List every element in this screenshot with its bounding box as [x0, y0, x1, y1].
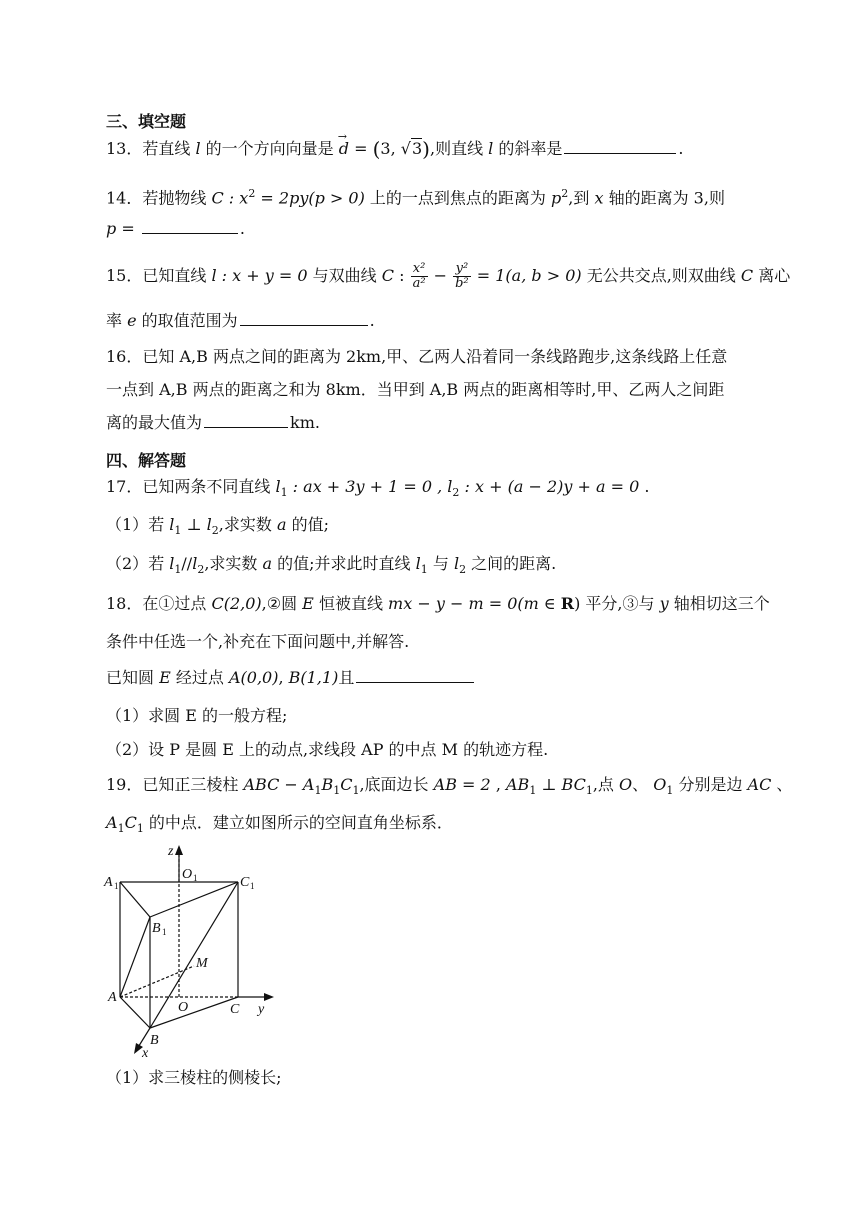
- edge-A1B1: [120, 882, 150, 917]
- edge-BC: [150, 997, 238, 1028]
- answer-blank-16[interactable]: [204, 413, 288, 428]
- question-17: 17．已知两条不同直线 $l_1$ : ax + 3y + 1 = 0 , $l_2$ : x + (a − 2)y + a = 0 .: [106, 477, 650, 500]
- question-18-part1: （1）求圆 E 的一般方程;: [106, 706, 288, 725]
- label-C1: C: [240, 875, 250, 890]
- answer-blank-18[interactable]: [356, 668, 474, 683]
- question-16-line3: 离的最大值为 km.: [106, 413, 320, 432]
- label-B: B: [150, 1033, 159, 1048]
- label-x: x: [142, 1046, 149, 1060]
- question-18: 18．在①过点 C(2,0),②圆 E 恒被直线 mx − y − m = 0(m ∈ R) 平分,③与 y 轴相切这三个: [106, 594, 770, 613]
- question-17-part1: （1）若 $l_1$ ⊥ $l_2$,求实数 a 的值;: [106, 515, 329, 538]
- question-16: 16．已知 A,B 两点之间的距离为 2km,甲、乙两人沿着同一条线路跑步,这条线路上任意: [106, 347, 728, 366]
- edge-B1C1: [150, 882, 238, 917]
- label-C: C: [230, 1002, 240, 1017]
- question-16-line2: 一点到 A,B 两点的距离之和为 8km．当甲到 A,B 两点的距离相等时,甲、乙两人之间距: [106, 380, 725, 399]
- z-axis-arrow: [175, 845, 183, 855]
- question-19-line2: $A_1C_1$ 的中点．建立如图所示的空间直角坐标系．: [106, 813, 453, 836]
- label-M: M: [196, 956, 208, 971]
- label-O: O: [178, 1000, 189, 1015]
- label-B1-sub: 1: [162, 927, 167, 937]
- question-17-part2: （2）若 $l_1//l_2$,求实数 a 的值;并求此时直线 $l_1$ 与 $l_2$ 之间的距离.: [106, 554, 557, 577]
- question-14: 14．若抛物线 C : $x^2 = 2py(p > 0)$ 上的一点到焦点的距离为 $p^2$,到 x 轴的距离为 3,则: [106, 187, 725, 208]
- answer-blank-13[interactable]: [564, 139, 676, 154]
- question-14-line2: p = .: [106, 219, 245, 238]
- label-C1-sub: 1: [250, 881, 255, 891]
- answer-blank-15[interactable]: [240, 311, 368, 326]
- section-heading-fill-blank: 三、填空题: [106, 112, 187, 131]
- y-axis-arrow: [264, 993, 274, 1001]
- label-O1: O: [182, 867, 193, 882]
- question-18-part2: （2）设 P 是圆 E 上的动点,求线段 AP 的中点 M 的轨迹方程.: [106, 740, 549, 759]
- label-A1: A: [104, 875, 113, 890]
- label-y: y: [258, 1002, 265, 1017]
- diag-BC1: [150, 882, 238, 1028]
- label-A1-sub: 1: [114, 881, 119, 891]
- question-18-line2: 条件中任选一个,补充在下面问题中,并解答.: [106, 632, 410, 651]
- question-18-line3: 已知圆 E 经过点 A(0,0), B(1,1)且: [106, 667, 476, 689]
- section-heading-solve: 四、解答题: [106, 451, 187, 470]
- question-19-part1: （1）求三棱柱的侧棱长;: [106, 1068, 282, 1087]
- prism-coordinate-figure: [98, 842, 288, 1060]
- edge-AB: [120, 997, 150, 1028]
- question-19: 19．已知正三棱柱 ABC − $A_1B_1C_1$,底面边长 AB = 2 , $AB_1$ ⊥ $BC_1$,点 O、 $O_1$ 分别是边 AC 、: [106, 775, 793, 798]
- label-B1: B: [152, 921, 161, 936]
- question-15-line2: 率 e 的取值范围为 .: [106, 311, 375, 330]
- answer-blank-14[interactable]: [142, 219, 238, 234]
- question-13: 13．若直线 l 的一个方向向量是 → d = (3, √3),则直线 l 的斜率是 .: [106, 138, 683, 160]
- question-15: 15．已知直线 l : x + y = 0 与双曲线 C : $\frac{\text{x²}}{\text{a²}}$ − $\frac{\text{y²}}{\text{b²}}$ = 1(a, b > 0) 无公共交点,则双曲线 C 离心: [106, 261, 791, 291]
- label-O1-sub: 1: [193, 873, 198, 883]
- label-A: A: [108, 990, 117, 1005]
- segment-AM: [120, 966, 194, 997]
- diag-AB1: [120, 917, 150, 997]
- label-z: z: [168, 844, 174, 859]
